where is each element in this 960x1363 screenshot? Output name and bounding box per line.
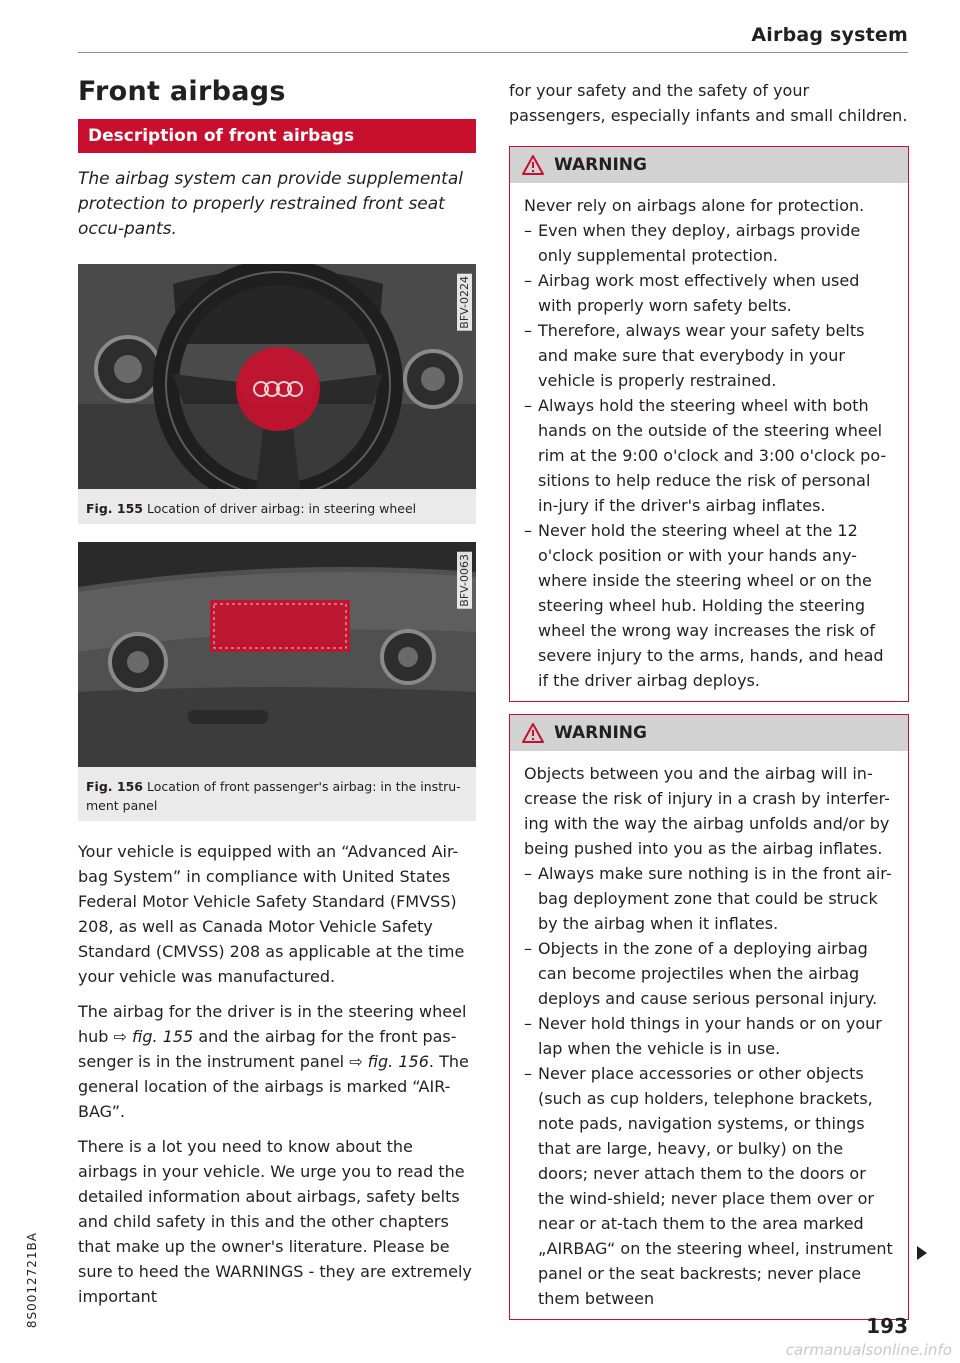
- warning-list: [524, 218, 894, 693]
- warning-item: – Never place accessories or other objects (such as cup holders, telephone brackets, note pads, navigation systems, or things that are large, heavy, or bulky) on the doors; never attach them to the doors or the wind-shield; never place them over or near or at-tach them to the area marked „AIRBAG“ on the steering wheel, instrument panel or the seat backrests; never place them between: [524, 1061, 894, 1311]
- left-column: [78, 72, 476, 1319]
- figure-155: [78, 264, 476, 524]
- warning-lead: Objects between you and the airbag will in-crease the risk of injury in a crash by interfer-ing with the way the airbag unfolds and/or by being pushed into you as the airbag inflates.: [524, 764, 890, 858]
- header-rule: [78, 52, 908, 53]
- passenger-airbag-illustration: [78, 542, 476, 771]
- text-run: . The general location of the airbags is marked “AIR-BAG”.: [78, 1052, 469, 1121]
- steering-wheel-image: [78, 264, 476, 489]
- figure-caption: [78, 771, 476, 821]
- warning-item: – Objects in the zone of a deploying airbag can become projectiles when the airbag deploys and cause serious personal injury.: [524, 936, 894, 1011]
- figure-caption: [78, 493, 476, 524]
- driver-airbag-illustration: [78, 264, 476, 493]
- warning-title: WARNING: [554, 723, 647, 743]
- figure-156: [78, 542, 476, 821]
- figure-reference-link[interactable]: ⇨ fig. 155: [113, 1027, 194, 1046]
- warning-item: – Therefore, always wear your safety belts and make sure that everybody in your vehicle is properly restrained.: [524, 318, 894, 393]
- warning-list: [524, 861, 894, 1311]
- warning-title: WARNING: [554, 155, 647, 175]
- text-run: and the airbag for the front pas-senger is in the instrument panel: [78, 1027, 457, 1071]
- warning-item: – Always hold the steering wheel with both hands on the outside of the steering wheel rim at the 9:00 o'clock and 3:00 o'clock po-sitions to help reduce the risk of personal in-jury if the driver's airbag inflates.: [524, 393, 894, 518]
- continuation-text: for your safety and the safety of your passengers, especially infants and small children.: [509, 81, 908, 125]
- warning-triangle-icon: [522, 723, 544, 743]
- warning-body: [510, 751, 908, 1319]
- warning-box: [509, 714, 909, 1320]
- figure-code: BFV-0063: [458, 554, 471, 607]
- warning-lead: Never rely on airbags alone for protection.: [524, 196, 865, 215]
- figure-caption-text: Location of driver airbag: in steering wheel: [146, 501, 417, 516]
- text-run: The airbag for the driver is in the steering wheel hub: [78, 1002, 467, 1046]
- body-paragraph: [78, 999, 476, 1124]
- document-code: 8S0012721BA: [25, 1232, 39, 1329]
- section-title: Front airbags: [78, 76, 286, 107]
- figure-caption-text: Location of front passenger's airbag: in the instru-ment panel: [86, 779, 461, 813]
- body-paragraph: There is a lot you need to know about the airbags in your vehicle. We urge you to read the detailed information about airbags, safety belts and child safety in this and the other chapters that make up the owner's literature. Please be sure to heed the WARNINGS - they are extremely important: [78, 1137, 472, 1306]
- figure-reference-link[interactable]: ⇨ fig. 156: [349, 1052, 429, 1071]
- continue-arrow-icon: [917, 1246, 927, 1260]
- right-column: [509, 72, 909, 1332]
- body-paragraph: Your vehicle is equipped with an “Advanced Air-bag System” in compliance with United States Federal Motor Vehicle Safety Standard (FMVSS) 208, as well as Canada Motor Vehicle Safety Standard (CMVSS) 208 as applicable at the time your vehicle was manufactured.: [78, 842, 465, 986]
- warning-header: [510, 715, 908, 751]
- warning-triangle-icon: [522, 155, 544, 175]
- instrument-panel-image: [78, 542, 476, 767]
- subsection-title-bar: Description of front airbags: [78, 119, 476, 153]
- warning-item: – Always make sure nothing is in the front air-bag deployment zone that could be struck by the airbag when it inflates.: [524, 861, 894, 936]
- warning-item: – Airbag work most effectively when used with properly worn safety belts.: [524, 268, 894, 318]
- intro-text: The airbag system can provide supplemental protection to properly restrained front seat occu-pants.: [78, 169, 463, 239]
- page-number: 193: [866, 1314, 908, 1338]
- warning-item: – Never hold the steering wheel at the 12 o'clock position or with your hands any-where inside the steering wheel or on the steering wheel hub. Holding the steering wheel the wrong way increases the risk of severe injury to the arms, hands, and head if the driver airbag deploys.: [524, 518, 894, 693]
- figure-label: Fig. 155: [86, 501, 143, 516]
- warning-box: [509, 146, 909, 702]
- figure-label: Fig. 156: [86, 779, 143, 794]
- watermark: carmanualsonline.info: [785, 1341, 952, 1359]
- warning-item: – Never hold things in your hands or on your lap when the vehicle is in use.: [524, 1011, 894, 1061]
- warning-item: – Even when they deploy, airbags provide only supplemental protection.: [524, 218, 894, 268]
- warning-body: [510, 183, 908, 701]
- figure-code: BFV-0224: [458, 276, 471, 329]
- running-header: Airbag system: [751, 24, 908, 46]
- warning-header: [510, 147, 908, 183]
